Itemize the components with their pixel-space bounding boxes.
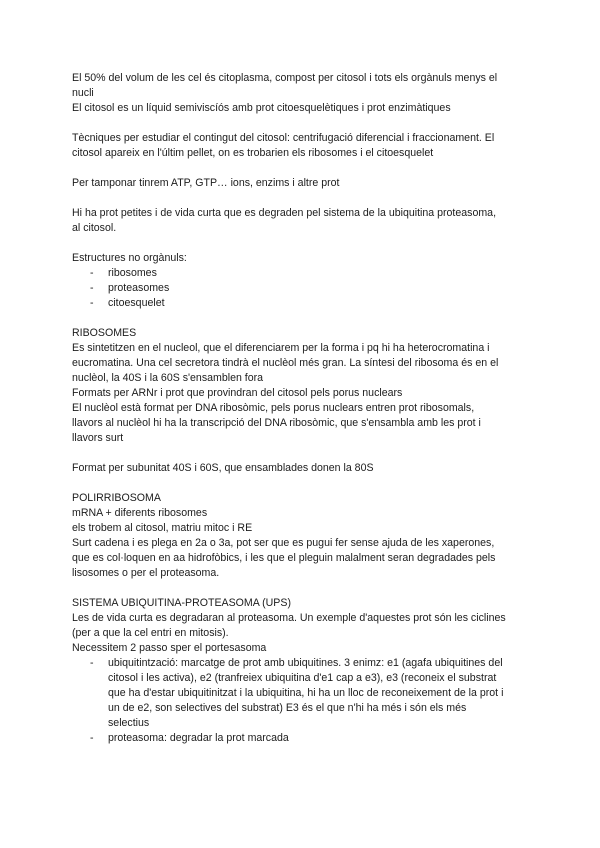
- text-line: nucli: [72, 87, 94, 99]
- paragraph-estructures: [72, 251, 532, 311]
- text-line: El nuclèol està format per DNA ribosòmic, pels porus nuclears entren prot ribosomals,: [72, 402, 475, 414]
- section-heading: RIBOSOMES: [72, 327, 137, 339]
- document-body: [72, 71, 532, 746]
- list-intro: Estructures no orgànuls:: [72, 252, 187, 264]
- text-line: (per a que la cel entri en mitosis).: [72, 627, 229, 639]
- text-line: Necessitem 2 passo sper el portesasoma: [72, 642, 267, 654]
- list-item: [72, 281, 532, 296]
- text-line: mRNA + diferents ribosomes: [72, 507, 208, 519]
- bullet-dash: -: [90, 297, 94, 309]
- text-line: lisosomes o per el proteasoma.: [72, 567, 220, 579]
- text-line: El citosol es un líquid semiviscíós amb prot citoesquelètiques i prot enzimàtiques: [72, 102, 451, 114]
- text-line: Formats per ARNr i prot que provindran del citosol pels porus nuclears: [72, 387, 403, 399]
- section-ribosomes: [72, 326, 532, 476]
- list-item-text: ribosomes: [108, 267, 157, 279]
- list-item-text: que ha d'estar ubiquitinitzat i la ubiquitina, hi ha un lloc de reconeixement de la prot i: [108, 687, 504, 699]
- text-line: citosol apareix en l'últim pellet, on es trobarien els ribosomes i el citoesquelet: [72, 147, 434, 159]
- text-line: eucromatina. Una cel secretora tindrà el nuclèol més gran. La síntesi del ribosoma és en el: [72, 357, 499, 369]
- text-line: Les de vida curta es degradaran al proteasoma. Un exemple d'aquestes prot són les ciclines: [72, 612, 506, 624]
- text-line: Per tamponar tinrem ATP, GTP… ions, enzims i altre prot: [72, 177, 340, 189]
- text-line: llavors surt: [72, 432, 124, 444]
- list-item-text: un de e2, son selectives del substrat) E3 és el que n'hi ha més i són els més: [108, 702, 467, 714]
- text-line: El 50% del volum de les cel és citoplasma, compost per citosol i tots els orgànuls menys el: [72, 72, 498, 84]
- list-item-text: citoesquelet: [108, 297, 165, 309]
- list-item: [72, 296, 532, 311]
- section-heading: SISTEMA UBIQUITINA-PROTEASOMA (UPS): [72, 597, 291, 609]
- bullet-dash: -: [90, 732, 94, 744]
- paragraph-citoplasma: [72, 71, 532, 116]
- list-item-text: ubiquitintzació: marcatge de prot amb ubiquitines. 3 enimz: e1 (agafa ubiquitines del: [108, 657, 503, 669]
- section-ups: [72, 596, 532, 746]
- list-item-text: citosol i les activa), e2 (tranfreiex ubiquitina d'e1 cap a e3), e3 (reconeix el substrat: [108, 672, 497, 684]
- text-line: al citosol.: [72, 222, 117, 234]
- bullet-dash: -: [90, 657, 94, 669]
- bullet-dash: -: [90, 282, 94, 294]
- text-line: llavors al nuclèol hi ha la transcripció del DNA ribosòmic, que s'ensambla amb les prot i: [72, 417, 481, 429]
- text-line: els trobem al citosol, matriu mitoc i RE: [72, 522, 253, 534]
- text-line: nuclèol, la 40S i la 60S s'ensamblen fora: [72, 372, 264, 384]
- list-item-text: proteasomes: [108, 282, 170, 294]
- paragraph-tecniques: [72, 131, 532, 161]
- paragraph-tamponar: [72, 176, 532, 191]
- list-item-text: selectius: [108, 717, 150, 729]
- text-line: Surt cadena i es plega en 2a o 3a, pot ser que es pugui fer sense ajuda de les xaperones,: [72, 537, 495, 549]
- list-item: [72, 656, 532, 731]
- section-polirribosoma: [72, 491, 532, 581]
- text-line: Es sintetitzen en el nucleol, que el diferenciarem per la forma i pq hi ha heterocromatina i: [72, 342, 490, 354]
- text-line: Tècniques per estudiar el contingut del citosol: centrifugació diferencial i fraccionament. El: [72, 132, 495, 144]
- list-item: [72, 731, 532, 746]
- text-line: Hi ha prot petites i de vida curta que es degraden pel sistema de la ubiquitina proteasoma,: [72, 207, 497, 219]
- section-heading: POLIRRIBOSOMA: [72, 492, 161, 504]
- list-item: [72, 266, 532, 281]
- text-line: Format per subunitat 40S i 60S, que ensamblades donen la 80S: [72, 462, 374, 474]
- list-item-text: proteasoma: degradar la prot marcada: [108, 732, 289, 744]
- paragraph-prot-petites: [72, 206, 532, 236]
- text-line: que es col·loquen en aa hidrofòbics, i les que el pleguin malalment seran degradades pels: [72, 552, 496, 564]
- bullet-dash: -: [90, 267, 94, 279]
